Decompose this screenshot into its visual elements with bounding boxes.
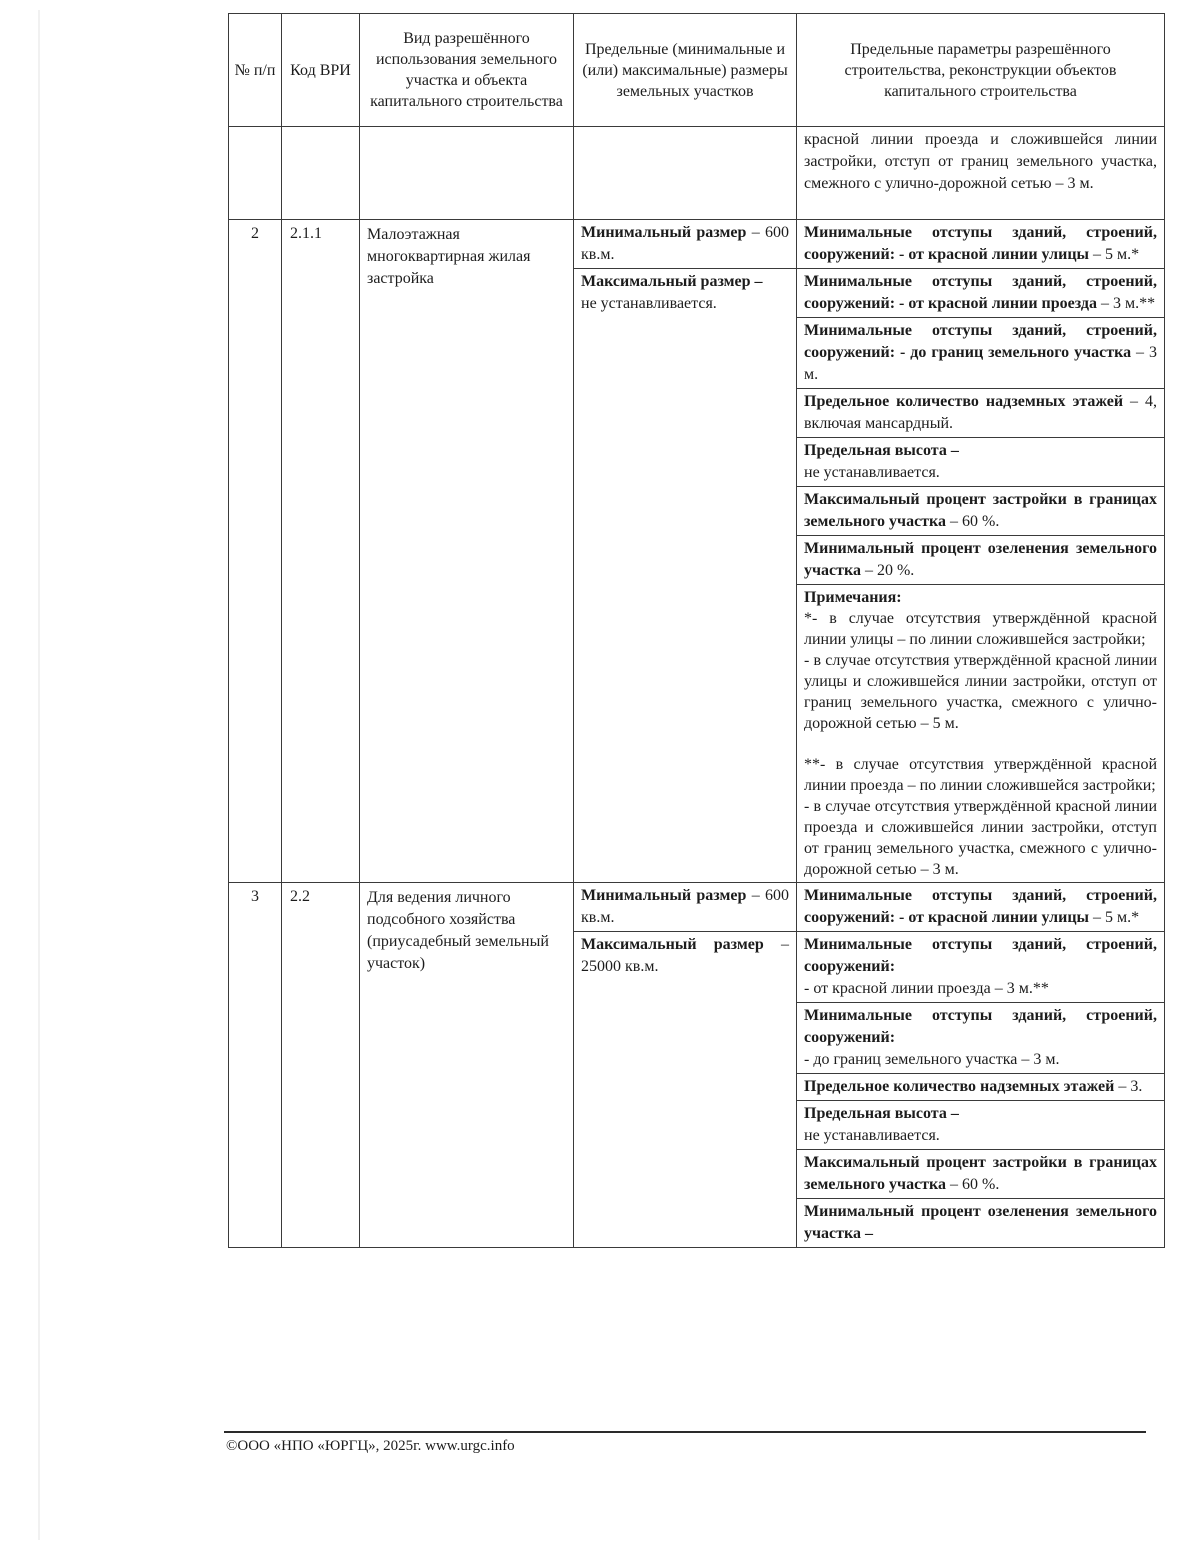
param-coverage: Максимальный процент застройки в границах земельного участка – 60 %. [797, 1150, 1164, 1199]
footer-copyright: ©ООО «НПО «ЮРГЦ», 2025г. www.urgc.info [226, 1438, 515, 1454]
table-row-continuation [229, 127, 1165, 220]
header-num: № п/п [229, 14, 282, 127]
param-floors: Предельное количество надземных этажей – 3. [797, 1074, 1164, 1101]
header-sizes: Предельные (минимальные и (или) максимальные) размеры земельных участков [574, 14, 797, 127]
land-size-cell [574, 883, 797, 1248]
footer-divider [224, 1431, 1146, 1433]
param-setback-boundary: Минимальные отступы зданий, строений, сооружений: - до границ земельного участка – 3 м. [797, 318, 1164, 389]
min-size: Минимальный размер – 600 кв.м. [574, 883, 796, 932]
param-setback-street: Минимальные отступы зданий, строений, сооружений: - от красной линии улицы – 5 м.* [797, 883, 1164, 932]
note-item: **- в случае отсутствия утверждённой красной линии проезда – по линии сложившейся застройки; [804, 756, 1157, 794]
param-floors: Предельное количество надземных этажей – 4, включая мансардный. [797, 389, 1164, 438]
param-setback-driveway: Минимальные отступы зданий, строений, сооружений: - от красной линии проезда – 3 м.** [797, 932, 1164, 1003]
header-code: Код ВРИ [282, 14, 360, 127]
param-height: Предельная высота – не устанавливается. [797, 1101, 1164, 1150]
row-number: 3 [229, 883, 282, 1248]
param-greenery: Минимальный процент озеленения земельного участка – 20 %. [797, 536, 1164, 585]
row-kind: Для ведения личного подсобного хозяйства (приусадебный земельный участок) [360, 883, 574, 1248]
param-greenery: Минимальный процент озеленения земельного участка – [804, 1203, 1157, 1242]
max-size: Максимальный размер – 25000 кв.м. [581, 936, 789, 975]
param-setback-street: Минимальные отступы зданий, строений, сооружений: - от красной линии улицы – 5 м.* [797, 220, 1164, 269]
table-row [229, 220, 1165, 883]
param-setback-driveway: Минимальные отступы зданий, строений, сооружений: - от красной линии проезда – 3 м.** [797, 269, 1164, 318]
note-item: *- в случае отсутствия утверждённой красной линии улицы – по линии сложившейся застройки; [804, 610, 1157, 648]
table-row [229, 883, 1165, 1248]
row-kind: Малоэтажная многоквартирная жилая застройка [360, 220, 574, 883]
notes [797, 585, 1164, 882]
header-kind: Вид разрешённого использования земельного участка и объекта капитального строительства [360, 14, 574, 127]
build-params-cell [797, 220, 1165, 883]
build-params-cell [797, 883, 1165, 1248]
param-height: Предельная высота – не устанавливается. [797, 438, 1164, 487]
row-code: 2.1.1 [282, 220, 360, 883]
notes-title: Примечания: [804, 589, 902, 606]
param-coverage: Максимальный процент застройки в границах земельного участка – 60 %. [797, 487, 1164, 536]
row-code: 2.2 [282, 883, 360, 1248]
note-item: - в случае отсутствия утверждённой красной линии улицы и сложившейся линии застройки, отступ от границ земельного участка, смежного с улично-дорожной сетью – 5 м. [804, 652, 1157, 732]
header-params: Предельные параметры разрешённого строительства, реконструкции объектов капитального строительства [797, 14, 1165, 127]
param-setback-boundary: Минимальные отступы зданий, строений, сооружений: - до границ земельного участка – 3 м. [797, 1003, 1164, 1074]
land-size-cell [574, 220, 797, 883]
scan-edge [38, 10, 40, 1540]
note-item: - в случае отсутствия утверждённой красной линии проезда и сложившейся линии застройки, отступ от границ земельного участка, смежного с улично-дорожной сетью – 3 м. [804, 798, 1157, 878]
table-header-row [229, 14, 1165, 127]
continuation-text: красной линии проезда и сложившейся линии застройки, отступ от границ земельного участка, смежного с улично-дорожной сетью – 3 м. [804, 131, 1157, 192]
max-size: Максимальный размер – не устанавливается. [581, 273, 763, 312]
min-size: Минимальный размер – 600 кв.м. [574, 220, 796, 269]
row-number: 2 [229, 220, 282, 883]
zoning-regulations-table [228, 13, 1165, 1248]
